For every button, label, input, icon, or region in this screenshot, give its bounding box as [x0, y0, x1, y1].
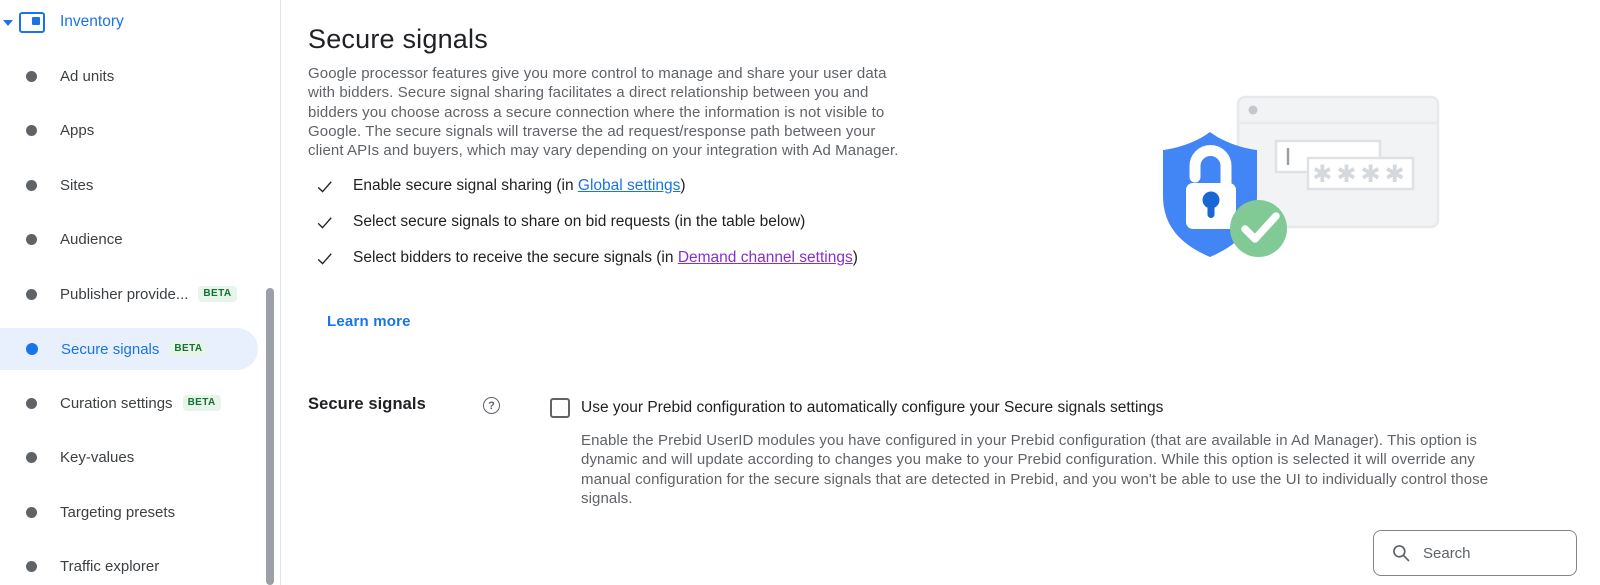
beta-badge: BETA: [169, 341, 207, 357]
sidebar-item-traffic-explorer[interactable]: [0, 545, 258, 585]
intro-line: with bidders. Secure signal sharing facilitates a direct relationship between you and: [308, 84, 869, 102]
bullet-icon: [26, 180, 37, 191]
checkmark-icon: [315, 249, 334, 268]
sidebar-item-label: Secure signals: [61, 340, 160, 358]
description-line: dynamic and will update according to changes you make to your Prebid configuration. While this option is selected it will override any: [581, 451, 1475, 469]
password-field-graphic: [1308, 158, 1413, 189]
sidebar-item-label: Targeting presets: [60, 503, 176, 521]
sidebar-item-label: Audience: [60, 230, 123, 248]
prebid-config-checkbox-label[interactable]: Use your Prebid configuration to automatically configure your Secure signals settings: [581, 399, 1164, 416]
bullet-icon: [26, 71, 37, 82]
help-icon[interactable]: ?: [483, 397, 500, 414]
sidebar-divider: [280, 0, 281, 585]
sidebar-item-publisher-provided[interactable]: [0, 273, 258, 315]
sidebar-item-label: Sites: [60, 176, 94, 194]
section-description: [581, 431, 1488, 508]
bullet-icon: [26, 507, 37, 518]
sidebar-item-audience[interactable]: [0, 218, 258, 260]
sidebar-item-targeting-presets[interactable]: [0, 491, 258, 533]
password-mask-text: ✱✱✱✱: [1312, 161, 1409, 188]
page-title: Secure signals: [308, 24, 488, 54]
checklist-text: [353, 213, 805, 231]
bullet-icon: [26, 289, 37, 300]
checklist-item-enable-sharing: [308, 175, 686, 197]
bullet-icon: [26, 125, 37, 136]
beta-badge: BETA: [183, 395, 221, 411]
checklist-item-select-bidders: [308, 247, 858, 269]
sidebar-item-apps[interactable]: [0, 109, 258, 151]
sidebar-item-key-values[interactable]: [0, 436, 258, 478]
inventory-icon: [19, 12, 45, 33]
checklist-text-suffix: ): [852, 249, 858, 266]
secure-signals-illustration: [1150, 93, 1440, 263]
checkmark-icon: [315, 213, 334, 232]
check-badge-icon: [1230, 200, 1287, 257]
window-dot-icon: [1249, 106, 1258, 115]
sidebar-item-label: Curation settings: [60, 394, 173, 412]
checkmark-icon: [315, 177, 334, 196]
prebid-config-checkbox[interactable]: [550, 398, 570, 418]
checklist-text-prefix: Select secure signals to share on bid requests (in the table below): [353, 213, 806, 230]
bullet-icon: [26, 398, 37, 409]
bullet-icon: [26, 343, 38, 355]
sidebar-item-curation-settings[interactable]: [0, 382, 258, 424]
sidebar-item-secure-signals[interactable]: [0, 328, 258, 370]
section-heading: Secure signals: [308, 395, 426, 413]
search-icon: [1391, 543, 1411, 563]
global-settings-link[interactable]: Global settings: [577, 177, 681, 194]
bullet-icon: [26, 452, 37, 463]
sidebar-item-ad-units[interactable]: [0, 55, 258, 97]
intro-paragraph: [308, 64, 899, 160]
sidebar-item-label: Apps: [60, 121, 95, 139]
beta-badge: BETA: [198, 286, 236, 302]
search-input[interactable]: [1423, 545, 1563, 562]
checklist-text: [353, 249, 858, 267]
intro-line: bidders you choose across a secure connection where the information is not visible to: [308, 103, 885, 121]
sidebar: [0, 0, 280, 585]
bullet-icon: [26, 561, 37, 572]
intro-line: Google. The secure signals will traverse the ad request/response path between your: [308, 122, 876, 140]
signals-search-box: [1373, 530, 1577, 576]
intro-line: Google processor features give you more control to manage and share your user data: [308, 65, 887, 82]
inventory-icon-inner: [32, 17, 40, 25]
description-line: Enable the Prebid UserID modules you have configured in your Prebid configuration (that are available in Ad Manager). This option is: [581, 432, 1477, 449]
sidebar-item-label: Traffic explorer: [60, 557, 160, 575]
sidebar-item-label: Publisher provide...: [60, 285, 189, 303]
checklist-text: [353, 177, 686, 195]
sidebar-scrollbar[interactable]: [266, 288, 274, 585]
checklist-text-prefix: Enable secure signal sharing (in: [353, 177, 578, 194]
demand-channel-settings-link[interactable]: Demand channel settings: [677, 249, 853, 266]
intro-line: client APIs and buyers, which may vary depending on your integration with Ad Manager.: [308, 142, 899, 160]
checklist-text-prefix: Select bidders to receive the secure signals (in: [353, 249, 678, 266]
sidebar-header-label: Inventory: [60, 13, 124, 30]
sidebar-header-inventory[interactable]: [0, 1, 258, 43]
checklist-text-suffix: ): [680, 177, 686, 194]
checklist-item-select-signals: [308, 211, 805, 233]
sidebar-item-sites[interactable]: [0, 164, 258, 206]
description-line: signals.: [581, 489, 633, 507]
sidebar-item-label: Ad units: [60, 67, 115, 85]
sidebar-item-label: Key-values: [60, 448, 135, 466]
description-line: manual configuration for the secure signals that are detected in Prebid, and you won't be able to use the UI to individually control those: [581, 470, 1489, 488]
collapse-caret-icon[interactable]: [3, 20, 13, 26]
learn-more-link[interactable]: Learn more: [327, 313, 411, 330]
bullet-icon: [26, 234, 37, 245]
